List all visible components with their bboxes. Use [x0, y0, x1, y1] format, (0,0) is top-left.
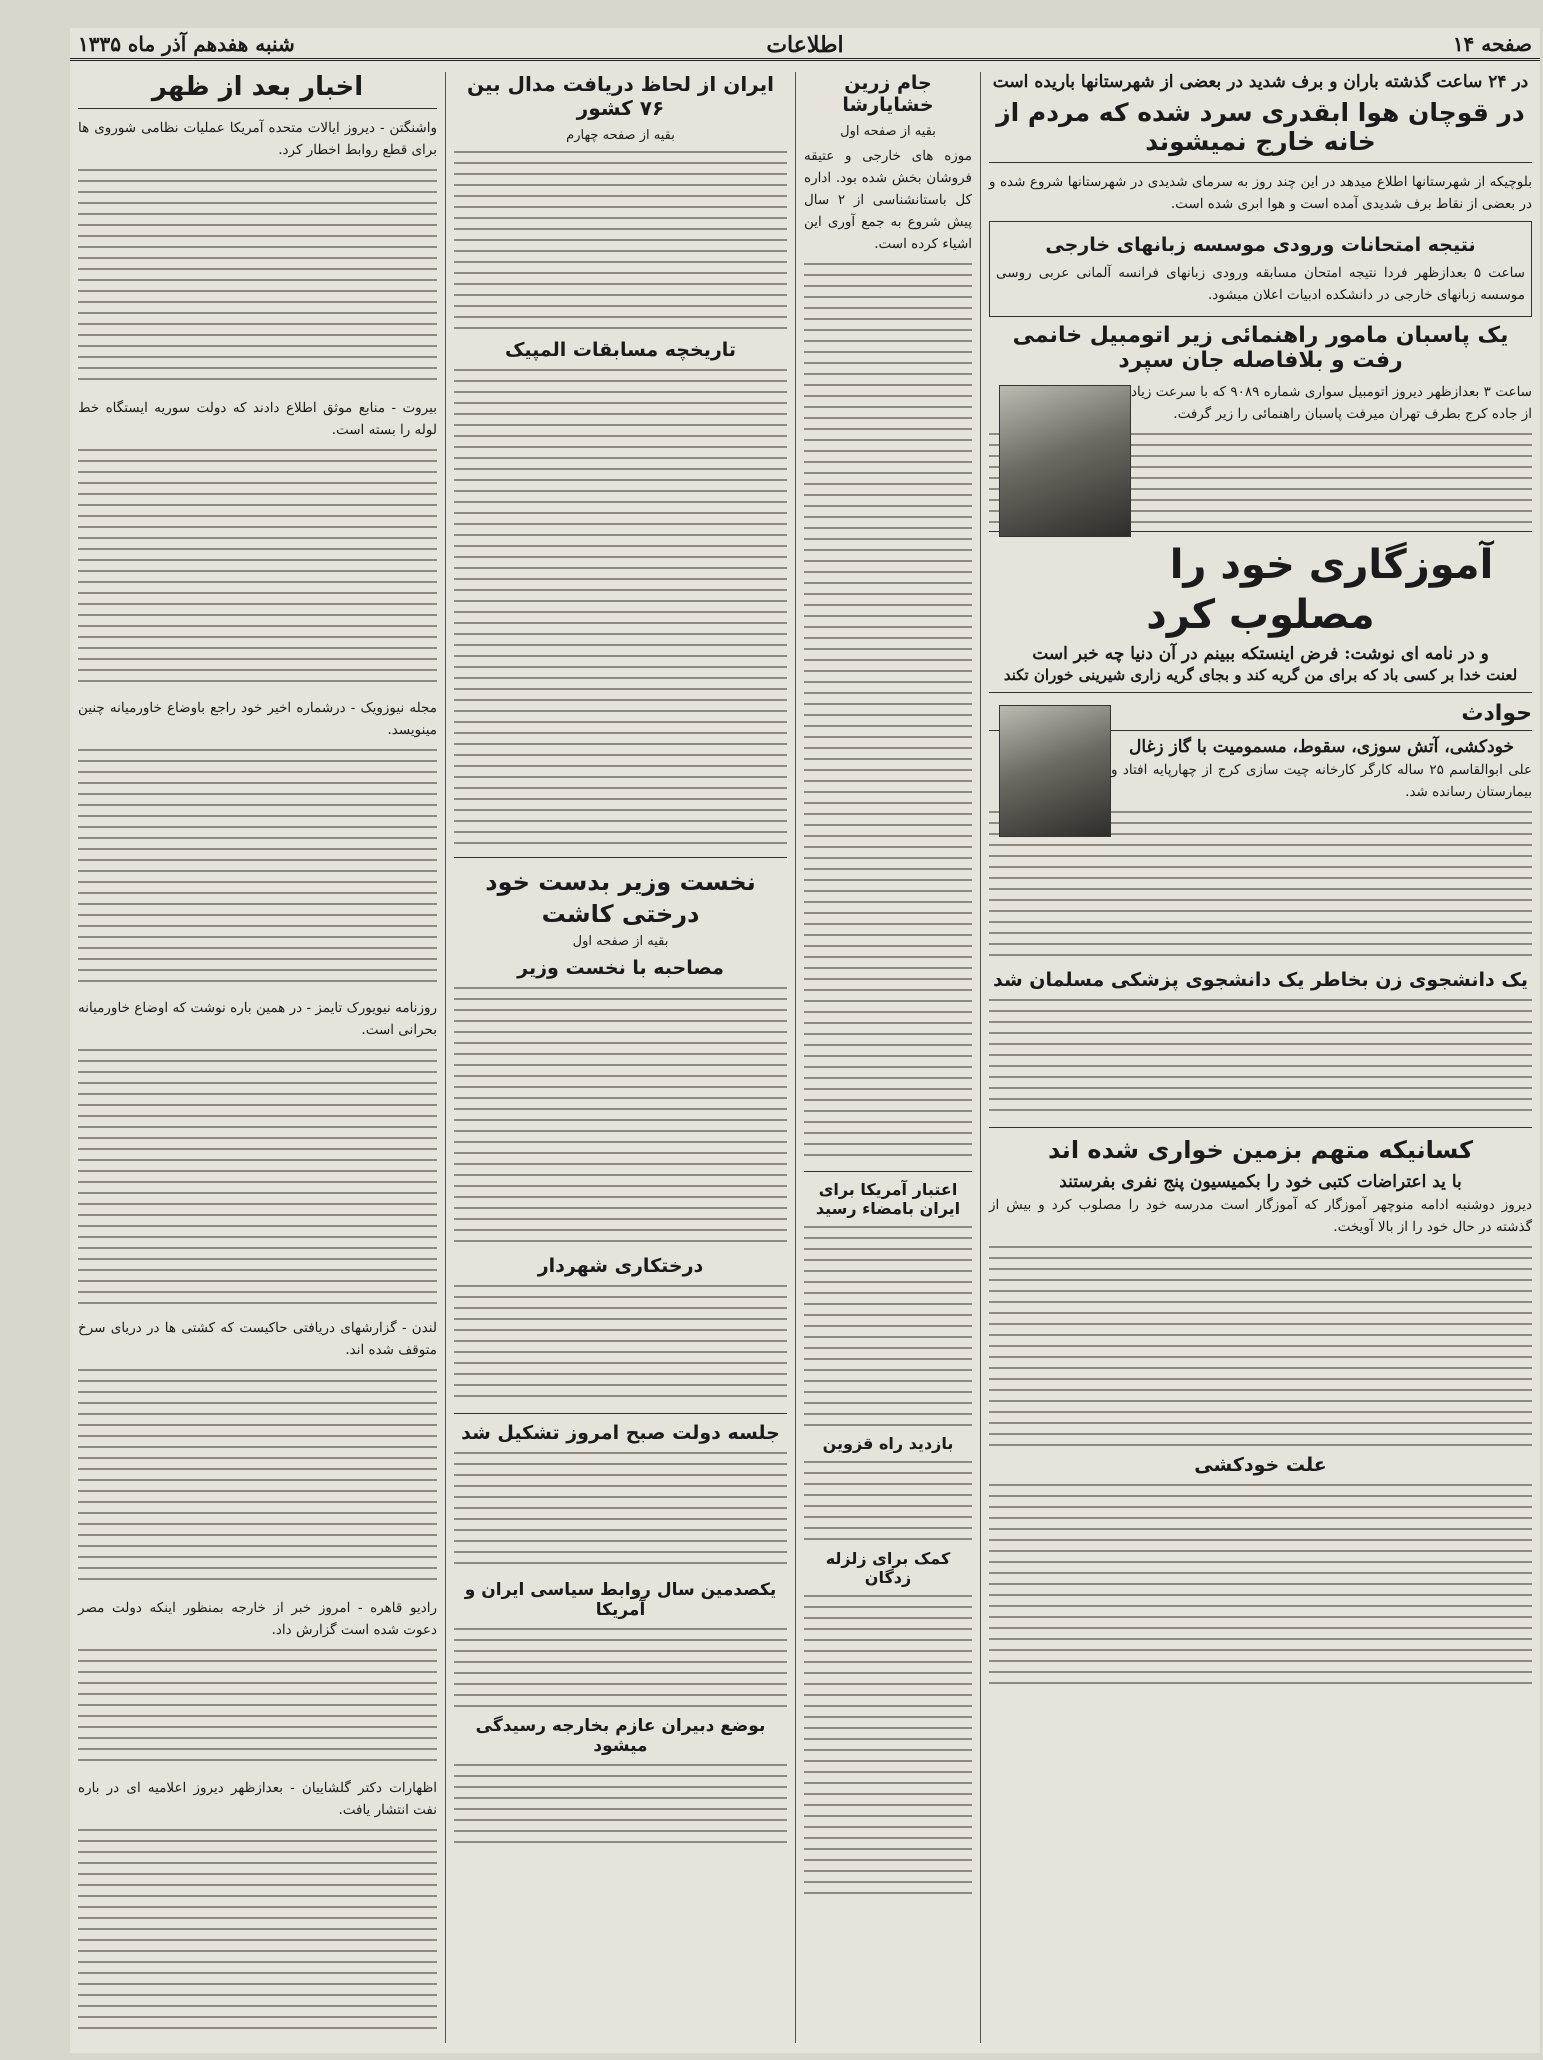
mayor-tree-headline: درختکاری شهردار	[537, 1255, 704, 1277]
teacher-subtitle-1: و در نامه ای نوشت: فرض اینستکه ببینم در آن دنیا چه خبر است	[1032, 644, 1489, 664]
relations-headline: یکصدمین سال روابط سیاسی ایران و آمریکا	[464, 1580, 777, 1620]
officer-headline: یک پاسبان مامور راهنمائی زیر اتومبیل خانمی رفت و بلافاصله جان سپرد	[1012, 323, 1509, 373]
exam-box	[989, 221, 1532, 317]
officer-photo	[999, 385, 1131, 537]
qazvin-road-headline: بازدید راه قزوین	[822, 1434, 954, 1453]
suicide-headline: علت خودکشی	[1194, 1454, 1327, 1476]
cup-headline: جام زرین خشایارشا	[842, 72, 934, 116]
accused-headline: کسانیکه متهم بزمین خواری شده اند	[1047, 1136, 1474, 1164]
column-4	[70, 72, 445, 2043]
cabinet-headline: جلسه دولت صبح امروز تشکیل شد	[461, 1422, 780, 1444]
events-subtitle: خودکشی، آتش سوزی، سقوط، مسمومیت با گاز زغال	[1128, 737, 1515, 757]
events-body: علی ابوالقاسم ۲۵ ساله کارگر کارخانه چیت سازی کرج از چهارپایه افتاد و بیمارستان رسانده شد.	[1111, 762, 1532, 800]
olympic-history-headline: تاریخچه مسابقات المپیک	[504, 339, 737, 361]
news-item-5: لندن - گزارشهای دریافتی حاکیست که کشتی ها در دریای سرخ متوقف شده اند.	[78, 1320, 437, 1358]
page-header	[70, 28, 1540, 61]
pm-meta: بقیه از صفحه اول	[572, 934, 669, 949]
teacher-subtitle-2: لعنت خدا بر کسی باد که برای من گریه کند و بجای گریه زاری شیرینی خوران تکند	[1003, 666, 1518, 684]
news-item-4: روزنامه نیویورک تایمز - در همین باره نوشت که اوضاع خاورمیانه بحرانی است.	[78, 1000, 437, 1038]
news-item-6: رادیو قاهره - امروز خبر از خارجه بمنظور اینکه دولت مصر دعوت شده است گزارش داد.	[78, 1600, 437, 1638]
teachers-abroad-headline: بوضع دبیران عازم بخارجه رسیدگی میشود	[475, 1716, 766, 1756]
pm-tree-banner: نخست وزیر بدست خود درختی کاشت	[485, 868, 756, 928]
accused-subtitle: با ید اعتراضات کتبی خود را بکمیسیون پنج نفری بفرستند	[1059, 1172, 1462, 1192]
exam-body: ساعت ۵ بعدازظهر فردا نتیجه امتحان مسابقه ورودی زبانهای فرانسه آلمانی عربی روسی موسسه زبانهای خارجی در دانشکده ادبیات اعلان میشود.	[996, 265, 1525, 303]
weather-headline: در قوچان هوا ابقدری سرد شده که مردم از خانه خارج نمیشوند	[989, 98, 1532, 163]
column-3	[445, 72, 795, 2043]
right-body: دیروز دوشنبه ادامه منوچهر آموزگار که آموزگار است مدرسه خود را مصلوب کرد و بیش از گذشته در حال خود را از بالا آویخت.	[989, 1197, 1532, 1235]
officer-body: ساعت ۳ بعدازظهر دیروز اتومبیل سواری شماره ۹۰۸۹ که با سرعت زیاد از جاده کرج بطرف تهران میرفت پاسبان راهنمائی را زیر گرفت.	[1131, 384, 1532, 422]
column-2	[795, 72, 980, 2043]
news-item-2: بیروت - منابع موثق اطلاع دادند که دولت سوریه ایستگاه خط لوله را بسته است.	[78, 400, 437, 438]
cup-meta: بقیه از صفحه اول	[840, 124, 936, 139]
newspaper-page	[70, 28, 1540, 2053]
exam-headline: نتیجه امتحانات ورودی موسسه زبانهای خارجی	[1045, 234, 1476, 256]
usa-credit-headline: اعتبار آمریکا برای ایران بامضاء رسید	[815, 1180, 961, 1218]
weather-body: بلوچیکه از شهرستانها اطلاع میدهد در این چند روز به سرمای شدیدی در شهرستانها شروع شده و در بعضی از نقاط برف شدیدی آمده است و هوا ابری شده است.	[989, 174, 1532, 212]
teacher-photo	[999, 705, 1111, 837]
news-item-7: اظهارات دکتر گلشاییان - بعدازظهر دیروز اعلامیه ای در باره نفت انتشار یافت.	[78, 1780, 437, 1818]
newspaper-name: اطلاعات	[766, 32, 844, 58]
olympic-headline: ایران از لحاظ دریافت مدال بین ۷۶ کشور	[466, 72, 774, 120]
afternoon-news-headline: اخبار بعد از ظهر	[78, 72, 437, 109]
events-headline: حوادث	[989, 701, 1532, 731]
issue-date: شنبه هفدهم آذر ماه ۱۳۳۵	[78, 32, 295, 56]
olympic-meta: بقیه از صفحه چهارم	[566, 128, 675, 143]
news-item-1: واشنگتن - دیروز ایالات متحده آمریکا عملیات نظامی شوروی ها برای قطع روابط اخطار کرد.	[78, 120, 437, 158]
student-headline: یک دانشجوی زن بخاطر یک دانشجوی پزشکی مسلمان شد	[993, 969, 1528, 991]
cup-body: موزه های خارجی و عتیقه فروشان بخش شده بود. اداره کل باستانشناسی از ۲ سال پیش شروع به جمع آوری این اشیاء کرده است.	[804, 148, 973, 252]
news-item-3: مجله نیوزویک - درشماره اخیر خود راجع باوضاع خاورمیانه چنین مینویسد.	[78, 700, 437, 738]
teacher-banner: آموزگاری خود را مصلوب کرد	[1146, 542, 1494, 638]
page-number: صفحه ۱۴	[1452, 32, 1532, 56]
quake-aid-headline: کمک برای زلزله زدگان	[825, 1549, 951, 1587]
right-column	[980, 72, 1540, 2043]
weather-top-headline: در ۲۴ ساعت گذشته باران و برف شدید در بعضی از شهرستانها باریده است	[992, 72, 1529, 92]
pm-interview-headline: مصاحبه با نخست وزیر	[517, 957, 724, 979]
